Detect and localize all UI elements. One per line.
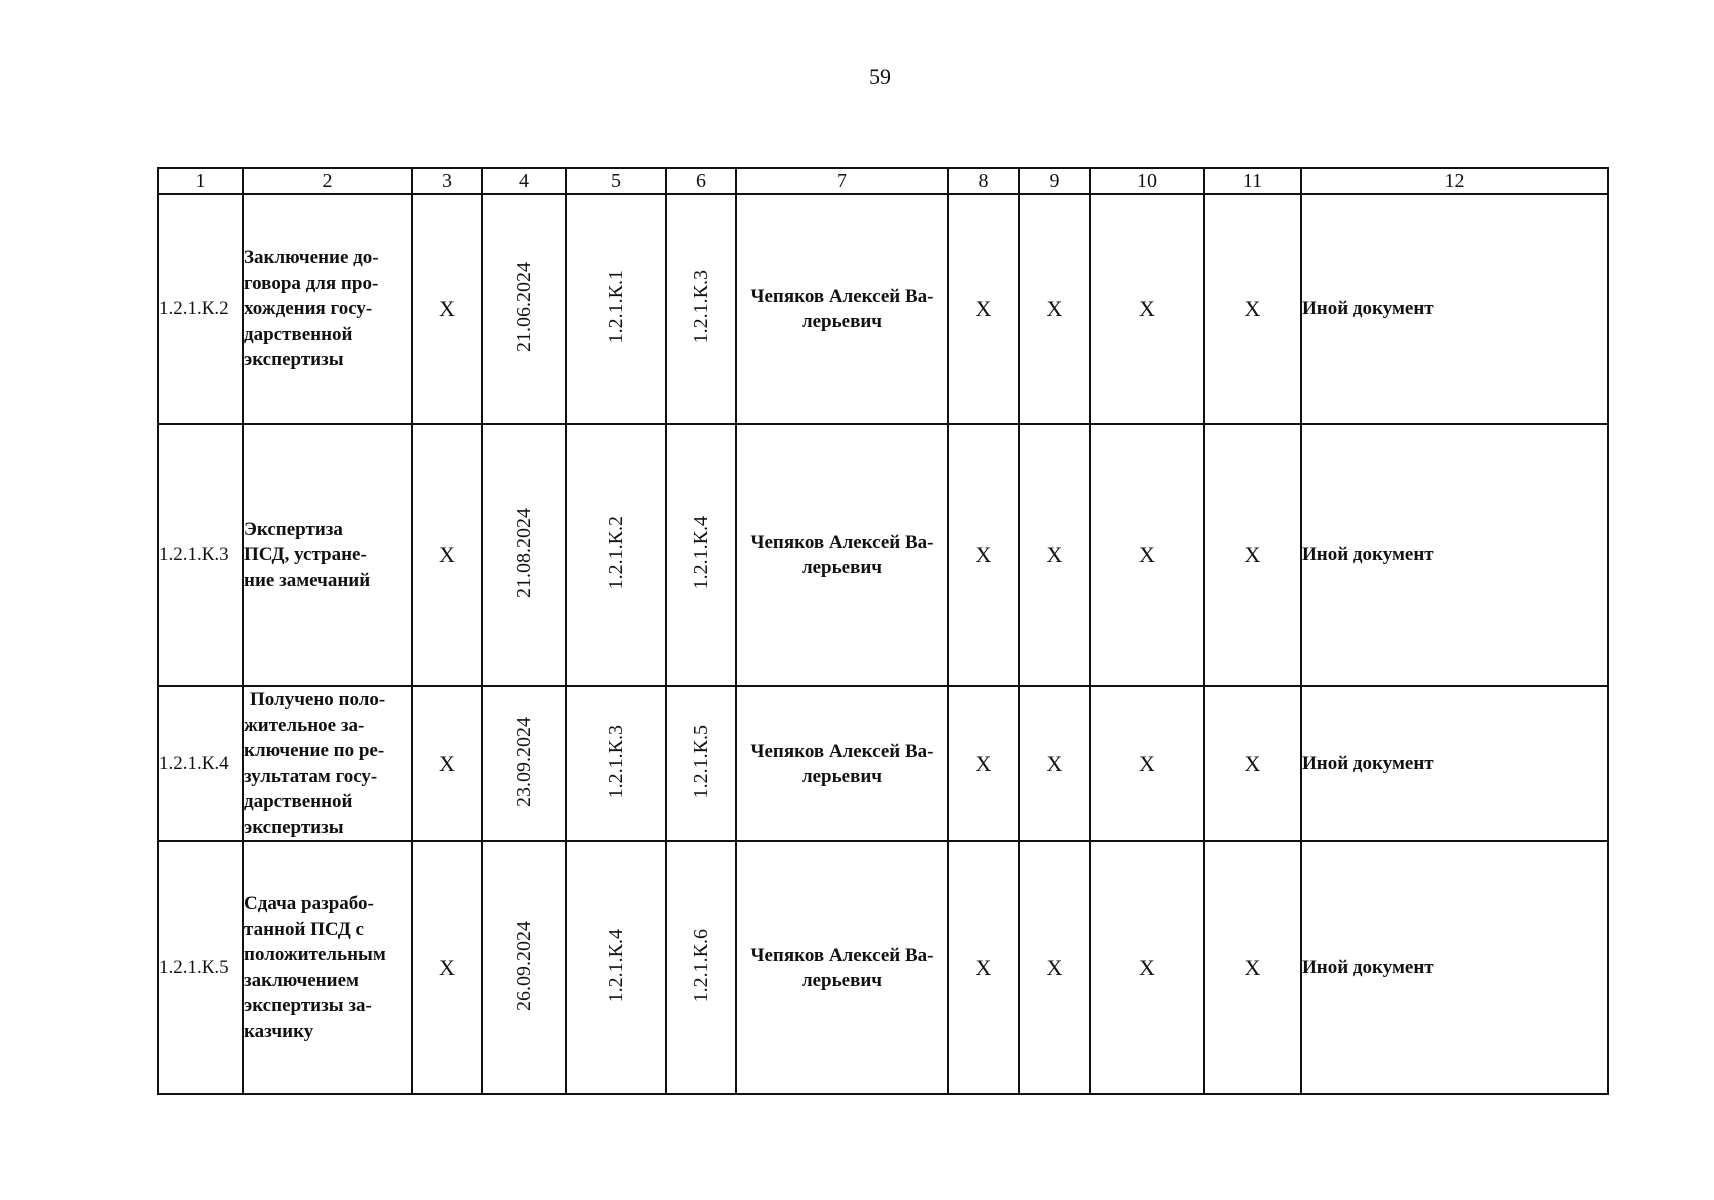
col11-mark: X: [1204, 194, 1301, 424]
col3-mark: X: [412, 424, 482, 686]
column-number: 2: [243, 168, 412, 194]
event-description-text: Сдача разрабо- танной ПСД с положительным заключением экспертизы за- казчику: [244, 893, 386, 1042]
event-description-text: Получено поло- жительное за- ключение по ре- зультатам госу- дарственной экспертизы: [244, 689, 386, 838]
col8-mark: X: [948, 841, 1019, 1094]
table-row: [158, 841, 1608, 1094]
document-type: Иной документ: [1301, 194, 1608, 424]
responsible-person: Чепяков Алексей Ва- лерьевич: [736, 841, 948, 1094]
col10-mark: X: [1090, 194, 1204, 424]
column-number: 3: [412, 168, 482, 194]
col9-mark: X: [1019, 841, 1090, 1094]
document-type: Иной документ: [1301, 424, 1608, 686]
date-text: 26.09.2024: [513, 920, 535, 1011]
predecessor-text: 1.2.1.К.4: [605, 928, 627, 1003]
column-number: 1: [158, 168, 243, 194]
column-number: 10: [1090, 168, 1204, 194]
col3-mark: X: [412, 194, 482, 424]
date-cell: [482, 194, 566, 424]
column-number: 12: [1301, 168, 1608, 194]
event-description-text: Заключение до- говора для про- хождения госу- дарственной экспертизы: [244, 247, 379, 371]
document-type: Иной документ: [1301, 686, 1608, 841]
date-text: 21.08.2024: [513, 508, 535, 598]
predecessor-cell: [566, 686, 666, 841]
table-row: [158, 686, 1608, 841]
schedule-table: [157, 167, 1609, 1095]
event-description-text: Экспертиза ПСД, устране- ние замечаний: [244, 518, 371, 591]
predecessor-text: 1.2.1.К.3: [605, 724, 627, 799]
successor-cell: [666, 841, 736, 1094]
successor-cell: [666, 686, 736, 841]
col9-mark: X: [1019, 194, 1090, 424]
predecessor-cell: [566, 841, 666, 1094]
successor-cell: [666, 194, 736, 424]
col10-mark: X: [1090, 841, 1204, 1094]
control-point-code: 1.2.1.К.2: [158, 194, 243, 424]
event-description: [243, 194, 412, 424]
document-type: Иной документ: [1301, 841, 1608, 1094]
column-number: 4: [482, 168, 566, 194]
column-number: 9: [1019, 168, 1090, 194]
col11-mark: X: [1204, 424, 1301, 686]
date-cell: [482, 686, 566, 841]
page-number: 59: [869, 64, 891, 89]
column-number: 5: [566, 168, 666, 194]
predecessor-cell: [566, 424, 666, 686]
successor-text: 1.2.1.К.6: [690, 928, 712, 1003]
col3-mark: X: [412, 686, 482, 841]
col8-mark: X: [948, 686, 1019, 841]
date-cell: [482, 424, 566, 686]
successor-cell: [666, 424, 736, 686]
table-row: [158, 424, 1608, 686]
column-number: 7: [736, 168, 948, 194]
event-description: [243, 841, 412, 1094]
col11-mark: X: [1204, 841, 1301, 1094]
col9-mark: X: [1019, 424, 1090, 686]
col8-mark: X: [948, 194, 1019, 424]
event-description: [243, 686, 412, 841]
responsible-person: Чепяков Алексей Ва- лерьевич: [736, 686, 948, 841]
column-number: 8: [948, 168, 1019, 194]
col9-mark: X: [1019, 686, 1090, 841]
date-cell: [482, 841, 566, 1094]
date-text: 23.09.2024: [513, 716, 535, 807]
successor-text: 1.2.1.К.5: [690, 724, 712, 799]
successor-text: 1.2.1.К.3: [690, 270, 712, 344]
column-number: 6: [666, 168, 736, 194]
control-point-code: 1.2.1.К.3: [158, 424, 243, 686]
predecessor-text: 1.2.1.К.1: [605, 270, 627, 344]
successor-text: 1.2.1.К.4: [690, 516, 712, 590]
column-number-row: [158, 168, 1608, 194]
predecessor-text: 1.2.1.К.2: [605, 516, 627, 590]
table-row: [158, 194, 1608, 424]
col11-mark: X: [1204, 686, 1301, 841]
date-text: 21.06.2024: [513, 262, 535, 352]
event-description: [243, 424, 412, 686]
responsible-person: Чепяков Алексей Ва- лерьевич: [736, 424, 948, 686]
responsible-person: Чепяков Алексей Ва- лерьевич: [736, 194, 948, 424]
col10-mark: X: [1090, 424, 1204, 686]
predecessor-cell: [566, 194, 666, 424]
col3-mark: X: [412, 841, 482, 1094]
control-point-code: 1.2.1.К.5: [158, 841, 243, 1094]
control-point-code: 1.2.1.К.4: [158, 686, 243, 841]
column-number: 11: [1204, 168, 1301, 194]
col10-mark: X: [1090, 686, 1204, 841]
col8-mark: X: [948, 424, 1019, 686]
